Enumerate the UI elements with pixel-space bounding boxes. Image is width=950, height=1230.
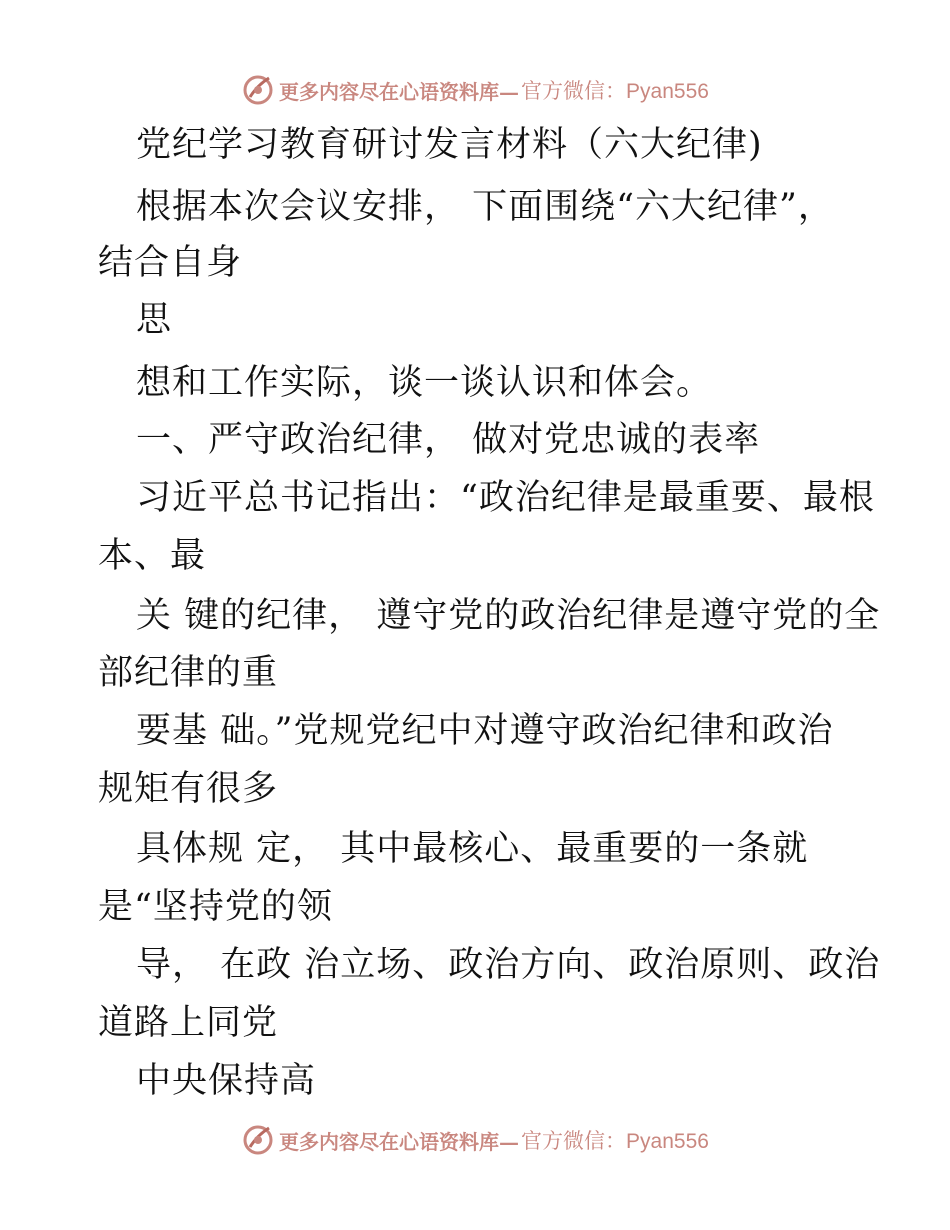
paragraph-line: 习近平总书记指出：“政治纪律是最重要、最根 bbox=[136, 478, 875, 518]
footer-banner-text: 更多内容尽在心语资料库— bbox=[279, 1129, 520, 1154]
brush-logo-icon bbox=[241, 1123, 275, 1157]
paragraph-line: 要基 础。”党规党纪中对遵守政治纪律和政治 bbox=[136, 711, 834, 751]
brush-logo-icon bbox=[241, 73, 275, 107]
footer-banner-wechat: 官方微信：Pyan556 bbox=[521, 1130, 709, 1153]
document-title: 党纪学习教育研讨发言材料（六大纪律) bbox=[136, 125, 763, 165]
paragraph-line: 道路上同党 bbox=[98, 1003, 279, 1043]
paragraph-line: 规矩有很多 bbox=[98, 769, 279, 809]
footer-watermark-banner bbox=[0, 1120, 950, 1160]
paragraph-line: 本、最 bbox=[98, 536, 207, 576]
header-banner-wechat: 官方微信：Pyan556 bbox=[521, 80, 709, 103]
paragraph-line: 关 键的纪律， 遵守党的政治纪律是遵守党的全 bbox=[136, 596, 881, 636]
paragraph-line: 是“坚持党的领 bbox=[98, 887, 333, 927]
paragraph-line: 部纪律的重 bbox=[98, 653, 279, 693]
paragraph-line: 思 bbox=[136, 300, 173, 340]
paragraph-line: 结合自身 bbox=[98, 243, 243, 283]
paragraph-line: 导， 在政 治立场、政治方向、政治原则、政治 bbox=[136, 945, 881, 985]
paragraph-line: 根据本次会议安排， 下面围绕“六大纪律”， bbox=[136, 187, 834, 227]
section-heading: 一、严守政治纪律， 做对党忠诚的表率 bbox=[136, 420, 761, 460]
header-watermark-banner bbox=[0, 70, 950, 110]
paragraph-line: 想和工作实际，谈一谈认识和体会。 bbox=[136, 363, 713, 403]
paragraph-line: 中央保持高 bbox=[136, 1061, 317, 1101]
paragraph-line: 具体规 定， 其中最核心、最重要的一条就 bbox=[136, 829, 809, 869]
header-banner-text: 更多内容尽在心语资料库— bbox=[279, 79, 520, 104]
